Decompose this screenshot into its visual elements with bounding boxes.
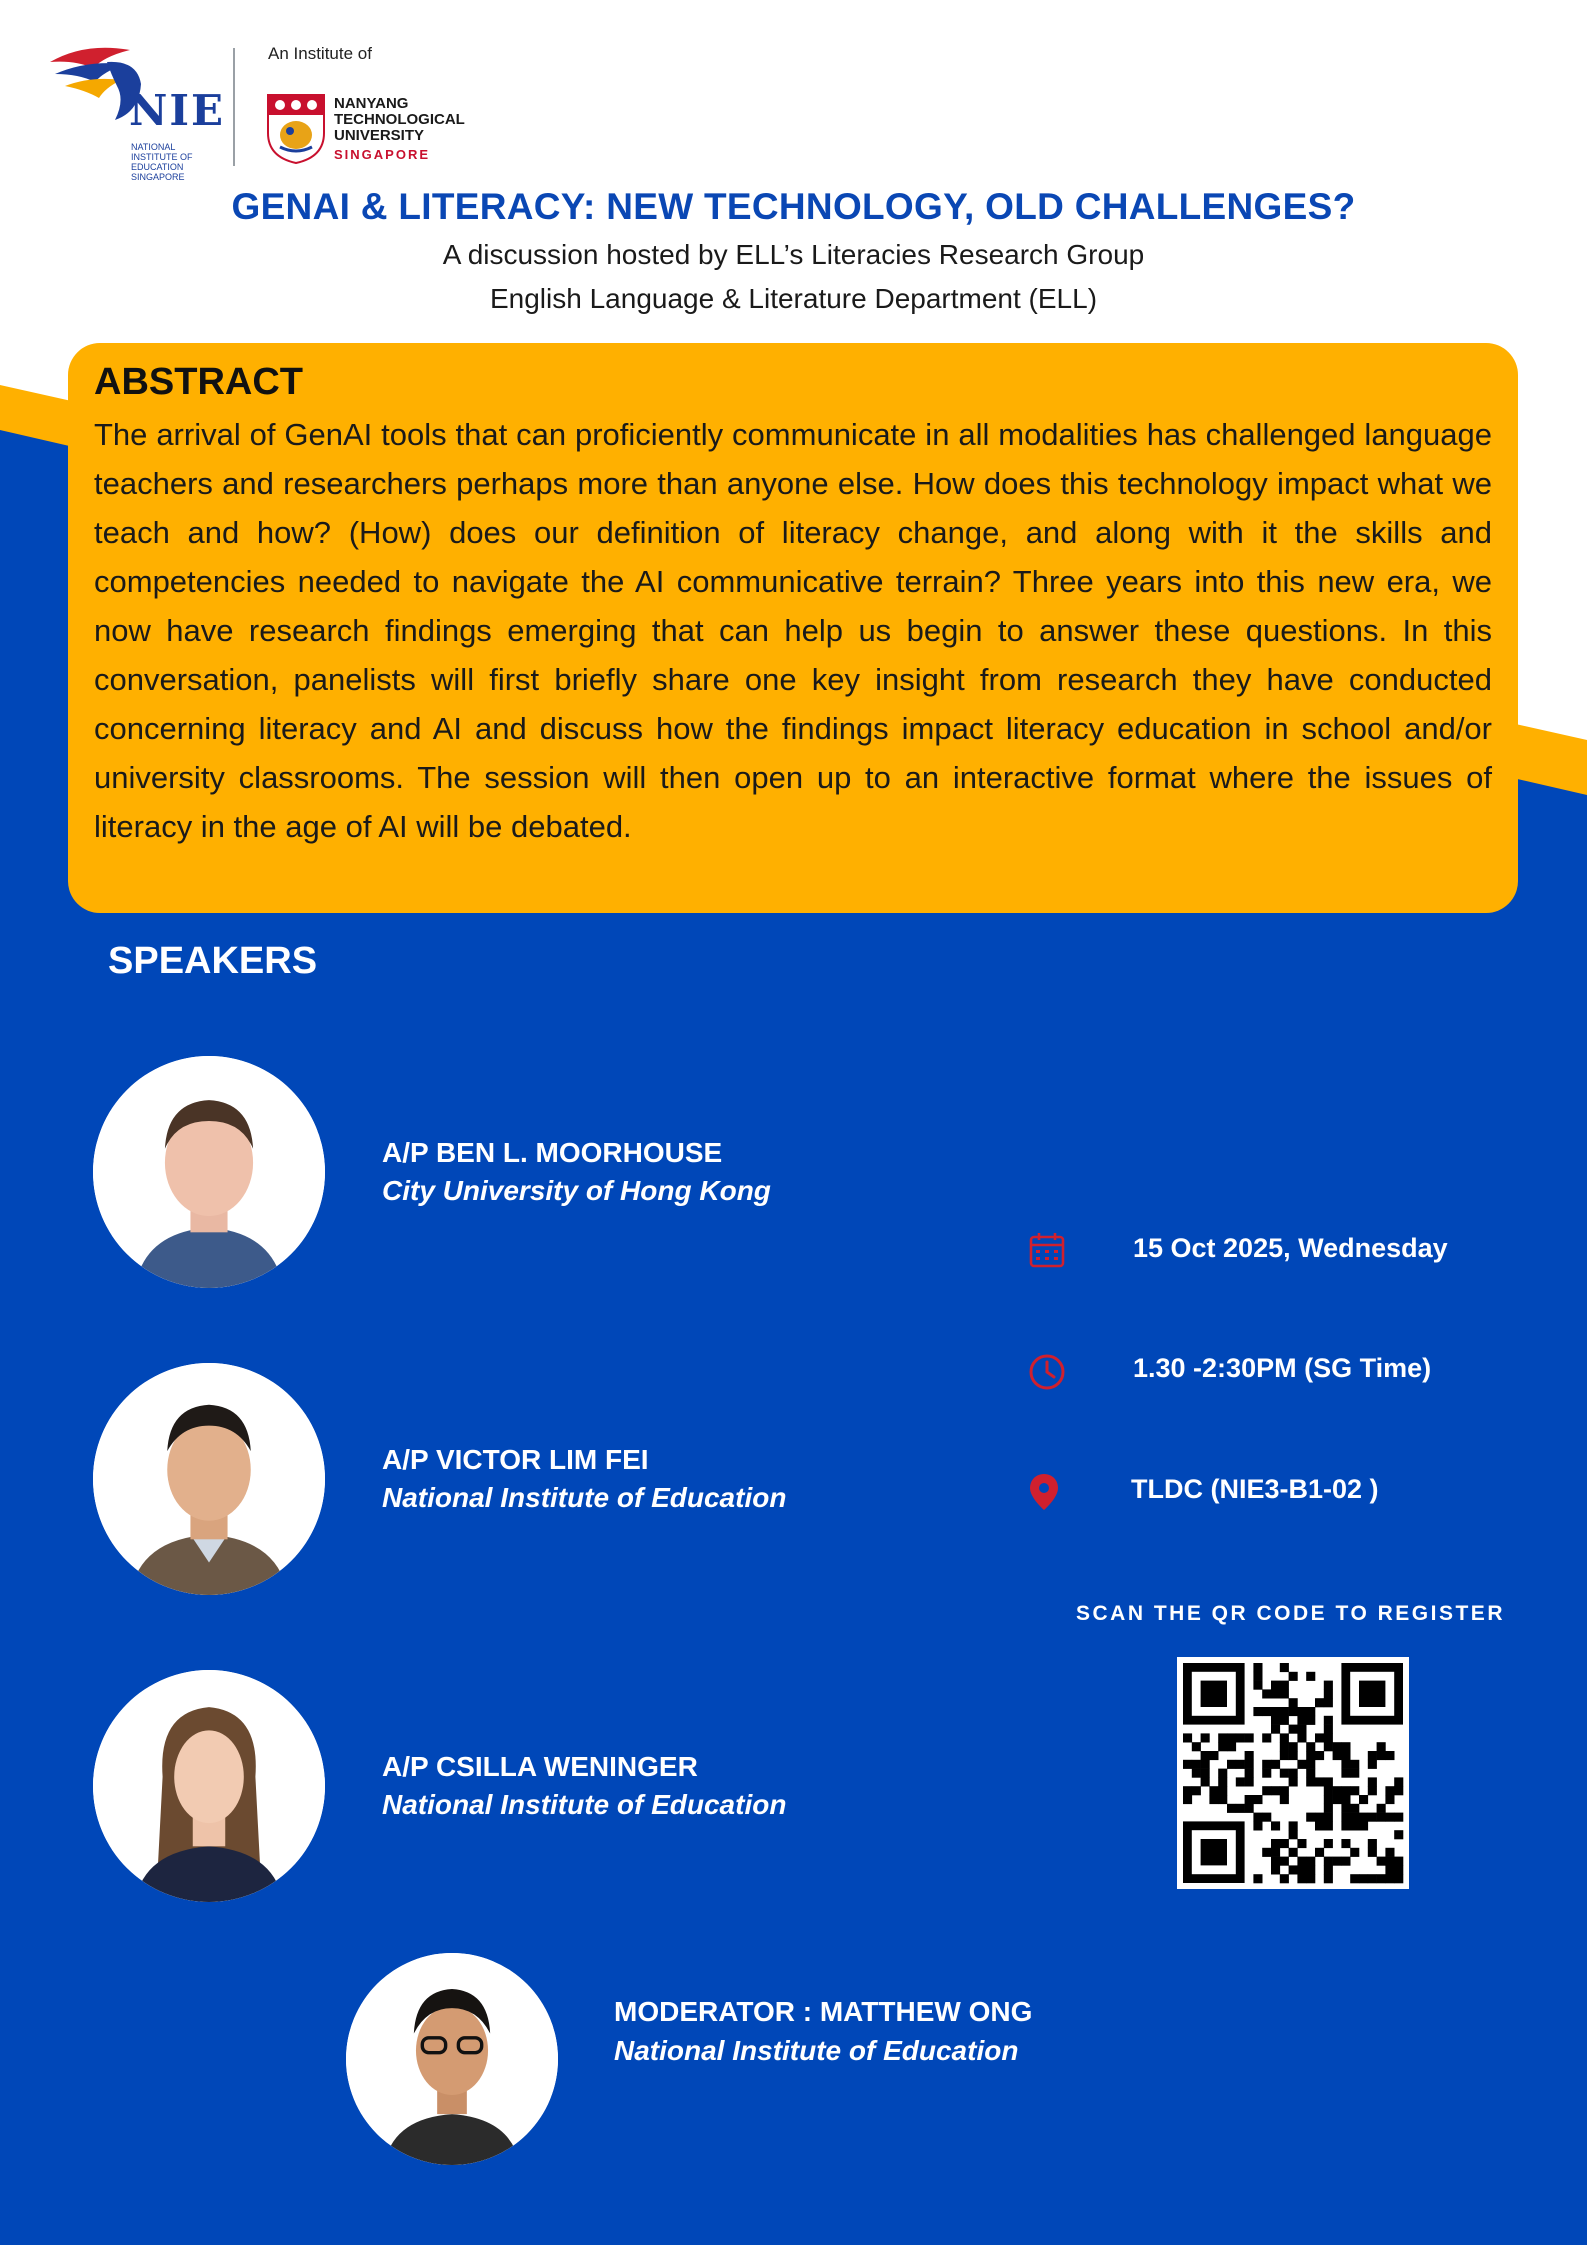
nie-logo [45, 42, 226, 182]
avatar-speaker-1 [93, 1056, 325, 1288]
page-title: GENAI & LITERACY: NEW TECHNOLOGY, OLD CHALLENGES? [231, 186, 1356, 227]
abstract-heading: ABSTRACT [94, 361, 303, 403]
speaker-1-affiliation: City University of Hong Kong [382, 1175, 771, 1206]
speaker-2-affiliation: National Institute of Education [382, 1482, 787, 1513]
moderator-name: MODERATOR : MATTHEW ONG [614, 1996, 1033, 2027]
qr-caption: SCAN THE QR CODE TO REGISTER [1076, 1602, 1505, 1625]
abstract-card [68, 343, 1518, 913]
ntu-country: SINGAPORE [334, 147, 431, 162]
location-pin-icon [1024, 1472, 1064, 1512]
avatar-speaker-3 [93, 1670, 325, 1902]
nie-wordmark: NIE [129, 86, 226, 135]
calendar-icon [1027, 1230, 1067, 1270]
logo-divider [233, 48, 235, 166]
avatar-moderator [346, 1953, 558, 2165]
nie-subtext: NATIONAL INSTITUTE OF EDUCATION SINGAPORE [131, 142, 193, 182]
avatar-speaker-2 [93, 1363, 325, 1595]
registration-qr-code[interactable] [1177, 1657, 1409, 1889]
speaker-3-affiliation: National Institute of Education [382, 1789, 787, 1820]
event-time: 1.30 -2:30PM (SG Time) [1133, 1353, 1432, 1383]
speakers-heading: SPEAKERS [108, 940, 318, 982]
clock-icon [1027, 1352, 1067, 1392]
speaker-2-name: A/P VICTOR LIM FEI [382, 1444, 649, 1475]
event-venue: TLDC (NIE3-B1-02 ) [1131, 1474, 1379, 1504]
qr-code-graphic [1177, 1657, 1409, 1889]
moderator-affiliation: National Institute of Education [614, 2035, 1019, 2066]
speaker-3-name: A/P CSILLA WENINGER [382, 1751, 698, 1782]
speaker-1-name: A/P BEN L. MOORHOUSE [382, 1137, 723, 1168]
event-date: 15 Oct 2025, Wednesday [1133, 1233, 1448, 1263]
subtitle-host: A discussion hosted by ELL’s Literacies Research Group [442, 239, 1145, 270]
ntu-name: NANYANG TECHNOLOGICAL UNIVERSITY [334, 95, 465, 144]
ntu-crest-icon [266, 93, 326, 165]
abstract-body: The arrival of GenAI tools that can proficiently communicate in all modalities has challenged language teachers and researchers perhaps more than anyone else. How does this technology impact what we teach and how? (How) does our definition of literacy change, and along with it the skills and competencies needed to navigate the AI communicative terrain? Three years into this new era, we now have research findings emerging that can help us begin to answer these questions. In this conversation, panelists will first briefly share one key insight from research they have conducted concerning literacy and AI and discuss how the findings impact literacy education in school and/or university classrooms. The session will then open up to an interactive format where the issues of literacy in the age of AI will be debated. [94, 417, 1492, 844]
subtitle-department: English Language & Literature Department (ELL) [489, 283, 1098, 314]
institute-of-label: An Institute of [268, 44, 372, 63]
